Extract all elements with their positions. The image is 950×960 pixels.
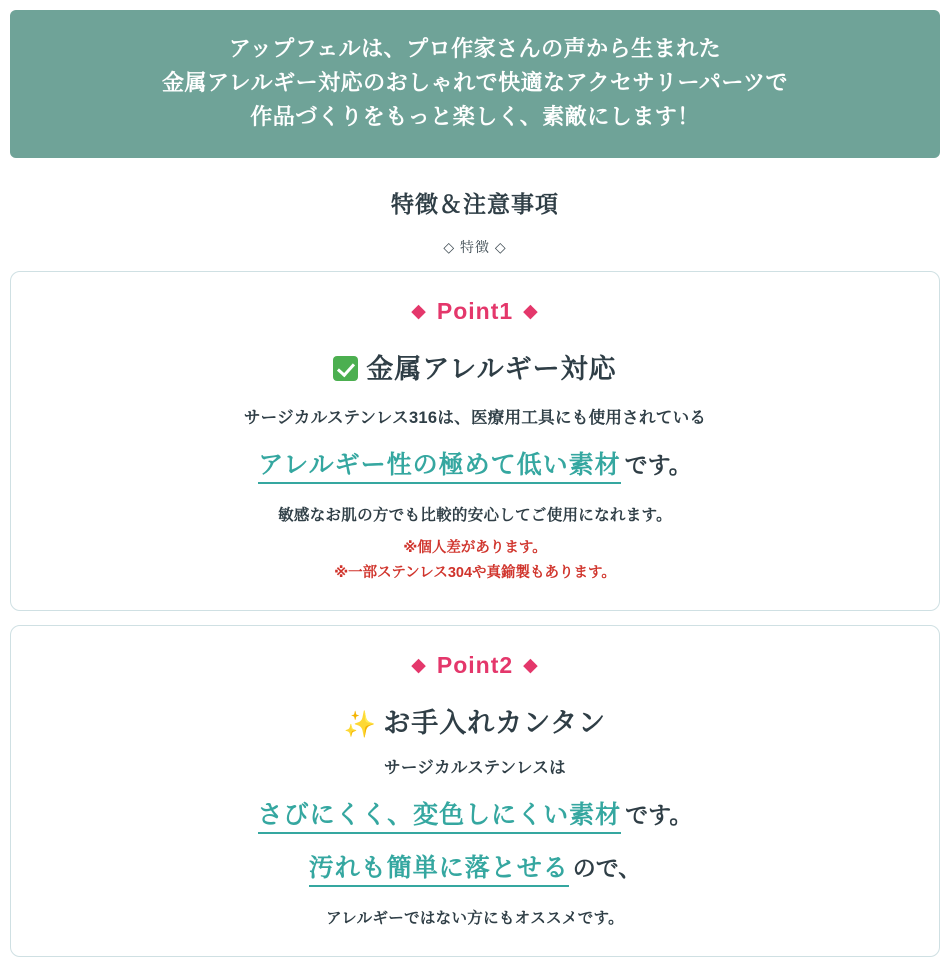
diamond-right-icon: ◆: [523, 301, 539, 323]
diamond-left-icon: ◆: [411, 301, 427, 323]
card-2-emphasis-tail: です。: [625, 801, 693, 828]
card-1-emphasis-row: [31, 445, 919, 484]
card-1-note-1: ※個人差があります。: [403, 540, 547, 557]
green-check-icon: [333, 356, 358, 381]
card-heading-1: [31, 347, 919, 386]
card-2-emphasis-2-tail: ので、: [572, 854, 642, 881]
card-heading-2: [31, 701, 919, 740]
point-label-2: [31, 652, 919, 679]
card-1-emphasis: アレルギー性の極めて低い素材: [258, 445, 620, 484]
card-1-sub: 敏感なお肌の方でも比較的安心してご使用になれます。: [278, 507, 672, 525]
point-label-1: [31, 298, 919, 325]
diamond-left-icon: ◆: [411, 655, 427, 677]
card-2-emphasis-2: 汚れも簡単に落とせる: [309, 848, 569, 887]
sparkles-icon: ✨: [343, 709, 378, 740]
card-2-lead: サージカルステンレスは: [384, 759, 566, 778]
hero-banner: [10, 10, 940, 158]
section-subtitle: ◇ 特徴 ◇: [443, 239, 507, 256]
card-1-lead: サージカルステンレス316は、医療用工具にも使用されている: [243, 409, 707, 428]
card-heading-1-text: 金属アレルギー対応: [366, 354, 617, 385]
diamond-right-icon: ◆: [523, 655, 539, 677]
feature-card-point1: [10, 271, 940, 611]
card-2-sub: アレルギーではない方にもオススメです。: [326, 909, 624, 927]
section-title: 特徴＆注意事項: [391, 191, 559, 218]
feature-card-point2: [10, 625, 940, 957]
point-label-2-text: Point2: [436, 652, 514, 679]
card-heading-2-text: お手入れカンタン: [383, 708, 607, 739]
card-2-emphasis-row-2: [31, 848, 919, 887]
card-1-note-2: ※一部ステンレス304や真鍮製もあります。: [334, 564, 616, 581]
point-label-1-text: Point1: [436, 298, 514, 325]
hero-line-1: アップフェルは、プロ作家さんの声から生まれた: [228, 36, 722, 61]
hero-line-2: 金属アレルギー対応のおしゃれで快適なアクセサリーパーツで: [162, 70, 788, 96]
hero-line-3: 作品づくりをもっと楽しく、素敵にします！: [250, 104, 700, 130]
card-1-emphasis-tail: です。: [624, 452, 692, 479]
card-2-emphasis-row: [31, 795, 919, 834]
card-2-emphasis: さびにくく、変色しにくい素材: [258, 795, 622, 834]
page-root: [0, 10, 950, 960]
